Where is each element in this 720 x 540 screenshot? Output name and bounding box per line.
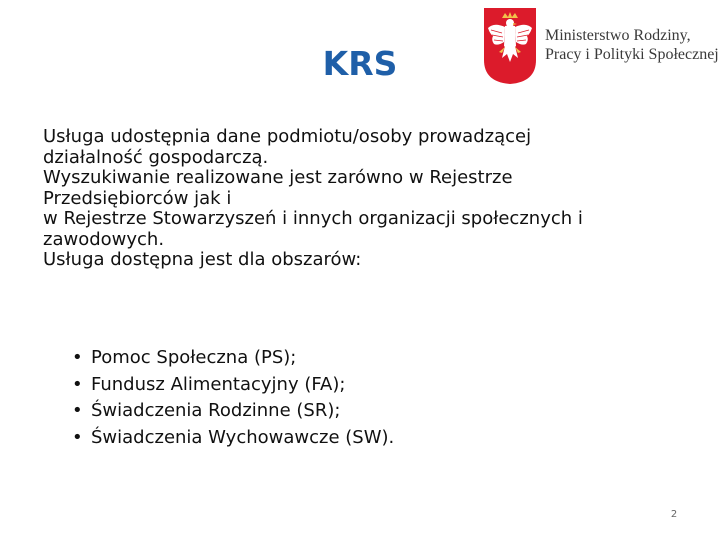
ministry-logo xyxy=(482,6,719,90)
slide-body xyxy=(43,127,693,271)
list-item-text: Świadczenia Wychowawcze (SW). xyxy=(91,427,395,449)
list-item-text: Pomoc Społeczna (PS); xyxy=(91,347,297,368)
bullet-icon: • xyxy=(72,400,83,422)
body-line-6: zawodowych. xyxy=(43,228,165,250)
bullet-icon: • xyxy=(72,373,83,395)
body-line-5: w Rejestrze Stowarzyszeń i innych organizacji społecznych i xyxy=(43,208,583,229)
list-item-text: Fundusz Alimentacyjny (FA); xyxy=(91,373,346,395)
body-line-4: Przedsiębiorców jak i xyxy=(43,187,232,209)
list-item xyxy=(72,425,632,452)
body-line-3: Wyszukiwanie realizowane jest zarówno w Rejestrze xyxy=(43,167,513,188)
ministry-name-line-1: Ministerstwo Rodziny, xyxy=(545,27,691,44)
slide-title: KRS xyxy=(322,44,398,83)
bullet-icon: • xyxy=(72,427,83,449)
area-bullet-list xyxy=(72,345,632,452)
body-line-1: Usługa udostępnia dane podmiotu/osoby prowadzącej xyxy=(43,126,532,147)
list-item-text: Świadczenia Rodzinne (SR); xyxy=(91,400,341,422)
list-item xyxy=(72,372,632,399)
bullet-icon: • xyxy=(72,347,83,368)
list-item xyxy=(72,398,632,425)
ministry-name xyxy=(545,26,719,64)
body-line-2: działalność gospodarczą. xyxy=(43,146,269,168)
ministry-name-line-2: Pracy i Polityki Społecznej xyxy=(545,46,719,63)
page-number: 2 xyxy=(670,509,678,520)
list-item xyxy=(72,345,632,372)
polish-eagle-emblem-icon xyxy=(482,6,538,86)
body-line-7: Usługa dostępna jest dla obszarów: xyxy=(43,249,362,270)
